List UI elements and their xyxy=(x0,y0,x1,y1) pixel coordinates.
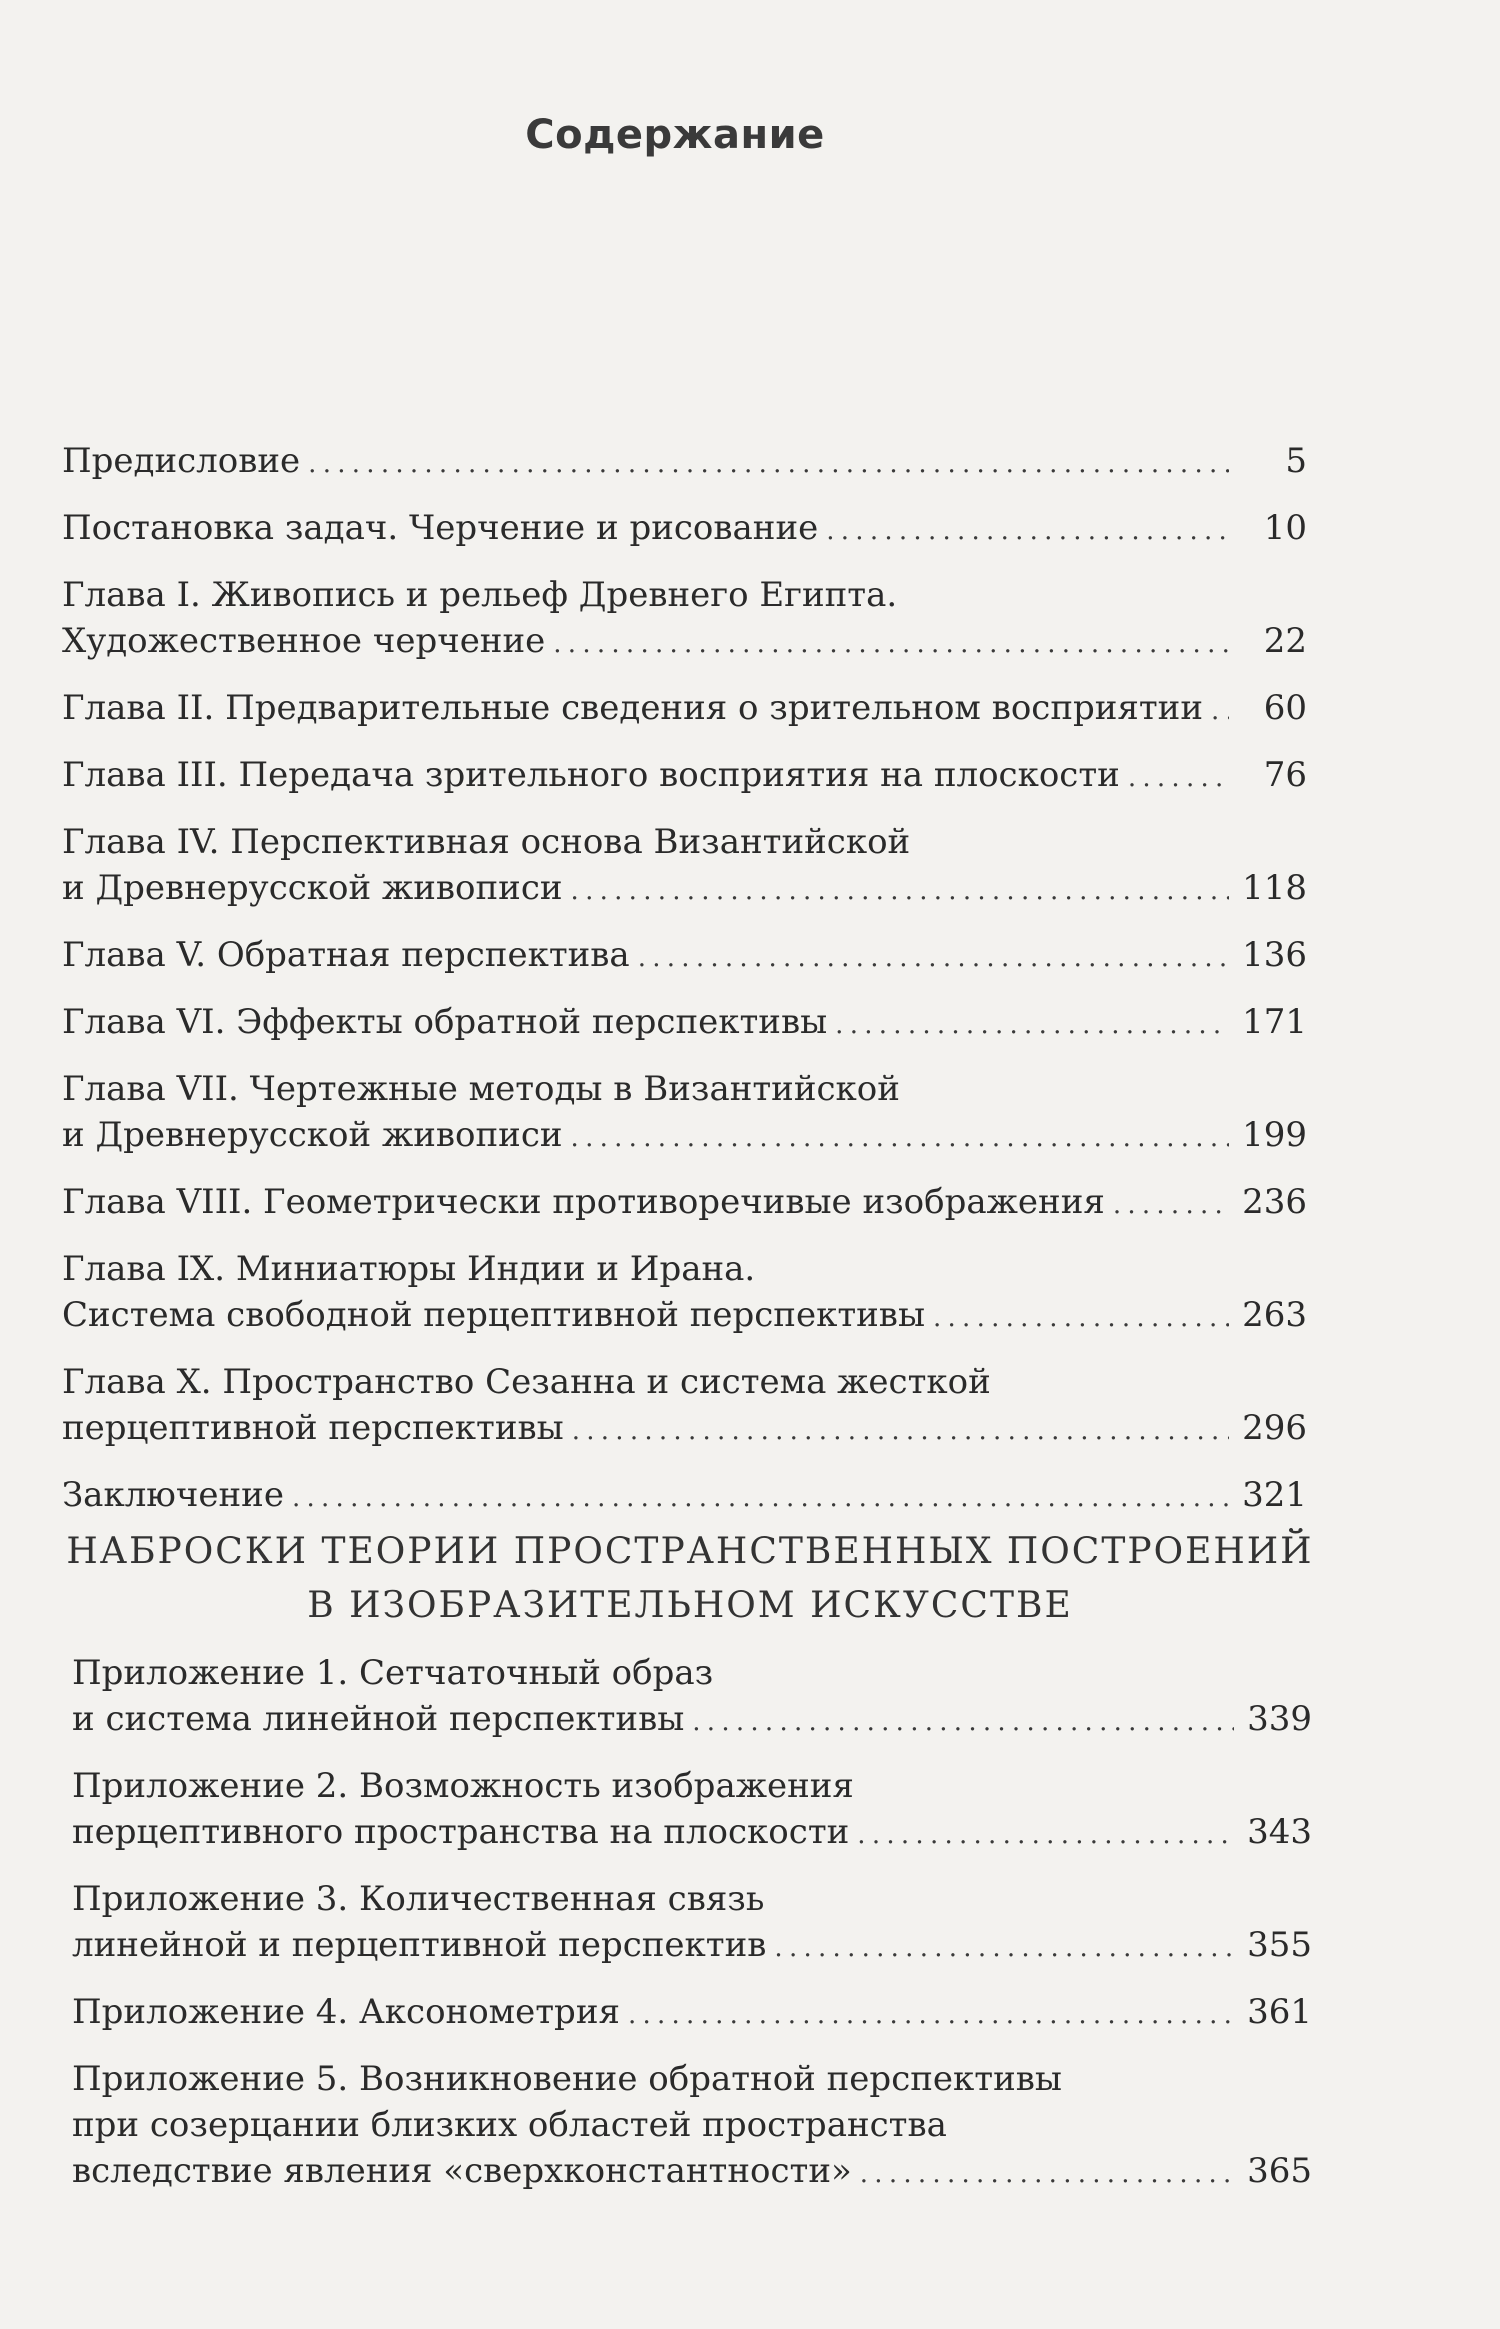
appendix-entry-title-line: Приложение 5. Возникновение обратной перспективы xyxy=(72,2059,1062,2099)
toc-entry-title: Глава VI. Эффекты обратной перспективы xyxy=(62,1002,828,1042)
dot-leader xyxy=(835,999,1229,1048)
dot-leader xyxy=(571,865,1229,914)
appendix-entry xyxy=(72,1876,1312,1971)
toc-entry-title: Система свободной перцептивной перспективы xyxy=(62,1295,925,1335)
toc-entry xyxy=(62,999,1307,1048)
toc-entry-title-line: Глава X. Пространство Сезанна и система жесткой xyxy=(62,1362,991,1402)
dot-leader xyxy=(638,932,1229,981)
toc-entry-title: Глава III. Передача зрительного восприятия на плоскости xyxy=(62,755,1120,795)
toc-page-number: 60 xyxy=(1263,688,1307,728)
toc-page-number: 321 xyxy=(1242,1475,1307,1515)
section-heading-line-1: НАБРОСКИ ТЕОРИИ ПРОСТРАНСТВЕННЫХ ПОСТРОЕНИЙ xyxy=(66,1531,1314,1572)
toc-entry-title: и Древнерусской живописи xyxy=(62,868,563,908)
toc-entry-row xyxy=(62,1405,1307,1454)
toc-entry-title: Глава V. Обратная перспектива xyxy=(62,935,630,975)
toc-page-number: 296 xyxy=(1242,1408,1307,1448)
dot-leader xyxy=(572,1405,1229,1454)
appendix-entry-title-line: Приложение 3. Количественная связь xyxy=(72,1879,765,1919)
toc-page-number: 263 xyxy=(1242,1295,1307,1335)
dot-leader xyxy=(933,1292,1229,1341)
toc-entry-title: Заключение xyxy=(62,1475,284,1515)
appendix-entry-row xyxy=(72,1809,1312,1858)
toc-page-number: 5 xyxy=(1285,441,1307,481)
toc-page-number: 236 xyxy=(1242,1182,1307,1222)
toc-entry-row xyxy=(62,1292,1307,1341)
toc-entry-title: Глава VIII. Геометрически противоречивые изображения xyxy=(62,1182,1105,1222)
appendix-entry-title: линейной и перцептивной перспектив xyxy=(72,1925,767,1965)
dot-leader xyxy=(292,1472,1229,1521)
toc-entry xyxy=(62,438,1307,487)
toc-entry xyxy=(62,1066,1307,1161)
toc-entry-title-line: Глава I. Живопись и рельеф Древнего Египта. xyxy=(62,575,898,615)
dot-leader xyxy=(692,1696,1234,1745)
toc-entry-title-line: Глава IV. Перспективная основа Византийской xyxy=(62,822,911,862)
dot-leader xyxy=(826,505,1229,554)
dot-leader xyxy=(571,1112,1229,1161)
dot-leader xyxy=(553,618,1229,667)
appendix-entry xyxy=(72,1989,1312,2038)
toc-entry-title: Художественное черчение xyxy=(62,621,546,661)
toc-entry xyxy=(62,572,1307,667)
toc-page-number: 136 xyxy=(1242,935,1307,975)
toc-page-number: 76 xyxy=(1263,755,1307,795)
toc-entry-title: Предисловие xyxy=(62,441,301,481)
appendix-entry-row xyxy=(72,1922,1312,1971)
appendix-entry-title-line: при созерцании близких областей пространства xyxy=(72,2105,947,2145)
toc-entry-title-line: Глава IX. Миниатюры Индии и Ирана. xyxy=(62,1249,756,1289)
dot-leader xyxy=(1113,1179,1229,1228)
dot-leader xyxy=(860,2148,1234,2197)
toc-entry-title-line: Глава VII. Чертежные методы в Византийской xyxy=(62,1069,900,1109)
appendix-entry-title: Приложение 4. Аксонометрия xyxy=(72,1992,620,2032)
toc-entry-row xyxy=(62,618,1307,667)
appendix-entry-title-line: Приложение 2. Возможность изображения xyxy=(72,1766,854,1806)
toc-page-number: 10 xyxy=(1263,508,1307,548)
toc-entry xyxy=(62,685,1307,734)
page-title: Содержание xyxy=(525,112,825,158)
appendix-contents xyxy=(72,1650,1312,2215)
appendix-page-number: 365 xyxy=(1247,2151,1312,2191)
appendix-page-number: 361 xyxy=(1247,1992,1312,2032)
toc-page-number: 22 xyxy=(1263,621,1307,661)
dot-leader xyxy=(628,1989,1234,2038)
appendix-page-number: 355 xyxy=(1247,1925,1312,1965)
toc-page-number: 199 xyxy=(1242,1115,1307,1155)
toc-entry-row xyxy=(62,1472,1307,1521)
toc-entry xyxy=(62,1472,1307,1521)
table-of-contents xyxy=(62,438,1307,1539)
toc-entry-title: перцептивной перспективы xyxy=(62,1408,564,1448)
toc-entry-row xyxy=(62,932,1307,981)
toc-entry xyxy=(62,1179,1307,1228)
appendix-entry xyxy=(72,1763,1312,1858)
toc-entry-row xyxy=(62,438,1307,487)
toc-entry xyxy=(62,1359,1307,1454)
toc-entry-title: Постановка задач. Черчение и рисование xyxy=(62,508,819,548)
toc-entry xyxy=(62,505,1307,554)
dot-leader xyxy=(1211,685,1229,734)
toc-entry xyxy=(62,932,1307,981)
toc-entry-row xyxy=(62,1179,1307,1228)
toc-entry xyxy=(62,819,1307,914)
appendix-entry-title: и система линейной перспективы xyxy=(72,1699,685,1739)
toc-entry-row xyxy=(62,1112,1307,1161)
section-heading-line-2: В ИЗОБРАЗИТЕЛЬНОМ ИСКУССТВЕ xyxy=(307,1585,1073,1626)
appendix-entry xyxy=(72,1650,1312,1745)
appendix-entry-row xyxy=(72,1696,1312,1745)
toc-entry-row xyxy=(62,865,1307,914)
appendix-entry-title: перцептивного пространства на плоскости xyxy=(72,1812,850,1852)
toc-page-number: 118 xyxy=(1242,868,1307,908)
appendix-entry xyxy=(72,2056,1312,2197)
appendix-entry-title: вследствие явления «сверхконстантности» xyxy=(72,2151,852,2191)
appendix-entry-row xyxy=(72,1989,1312,2038)
appendix-entry-row xyxy=(72,2148,1312,2197)
toc-entry xyxy=(62,1246,1307,1341)
appendix-page-number: 339 xyxy=(1247,1699,1312,1739)
toc-entry-row xyxy=(62,752,1307,801)
toc-entry-row xyxy=(62,505,1307,554)
section-heading xyxy=(60,1525,1320,1633)
toc-entry-row xyxy=(62,685,1307,734)
dot-leader xyxy=(308,438,1229,487)
toc-page-number: 171 xyxy=(1242,1002,1307,1042)
appendix-entry-title-line: Приложение 1. Сетчаточный образ xyxy=(72,1653,714,1693)
toc-entry-title: и Древнерусской живописи xyxy=(62,1115,563,1155)
dot-leader xyxy=(857,1809,1234,1858)
toc-entry xyxy=(62,752,1307,801)
toc-entry-title: Глава II. Предварительные сведения о зрительном восприятии xyxy=(62,688,1204,728)
dot-leader xyxy=(774,1922,1234,1971)
appendix-page-number: 343 xyxy=(1247,1812,1312,1852)
toc-entry-row xyxy=(62,999,1307,1048)
dot-leader xyxy=(1128,752,1229,801)
